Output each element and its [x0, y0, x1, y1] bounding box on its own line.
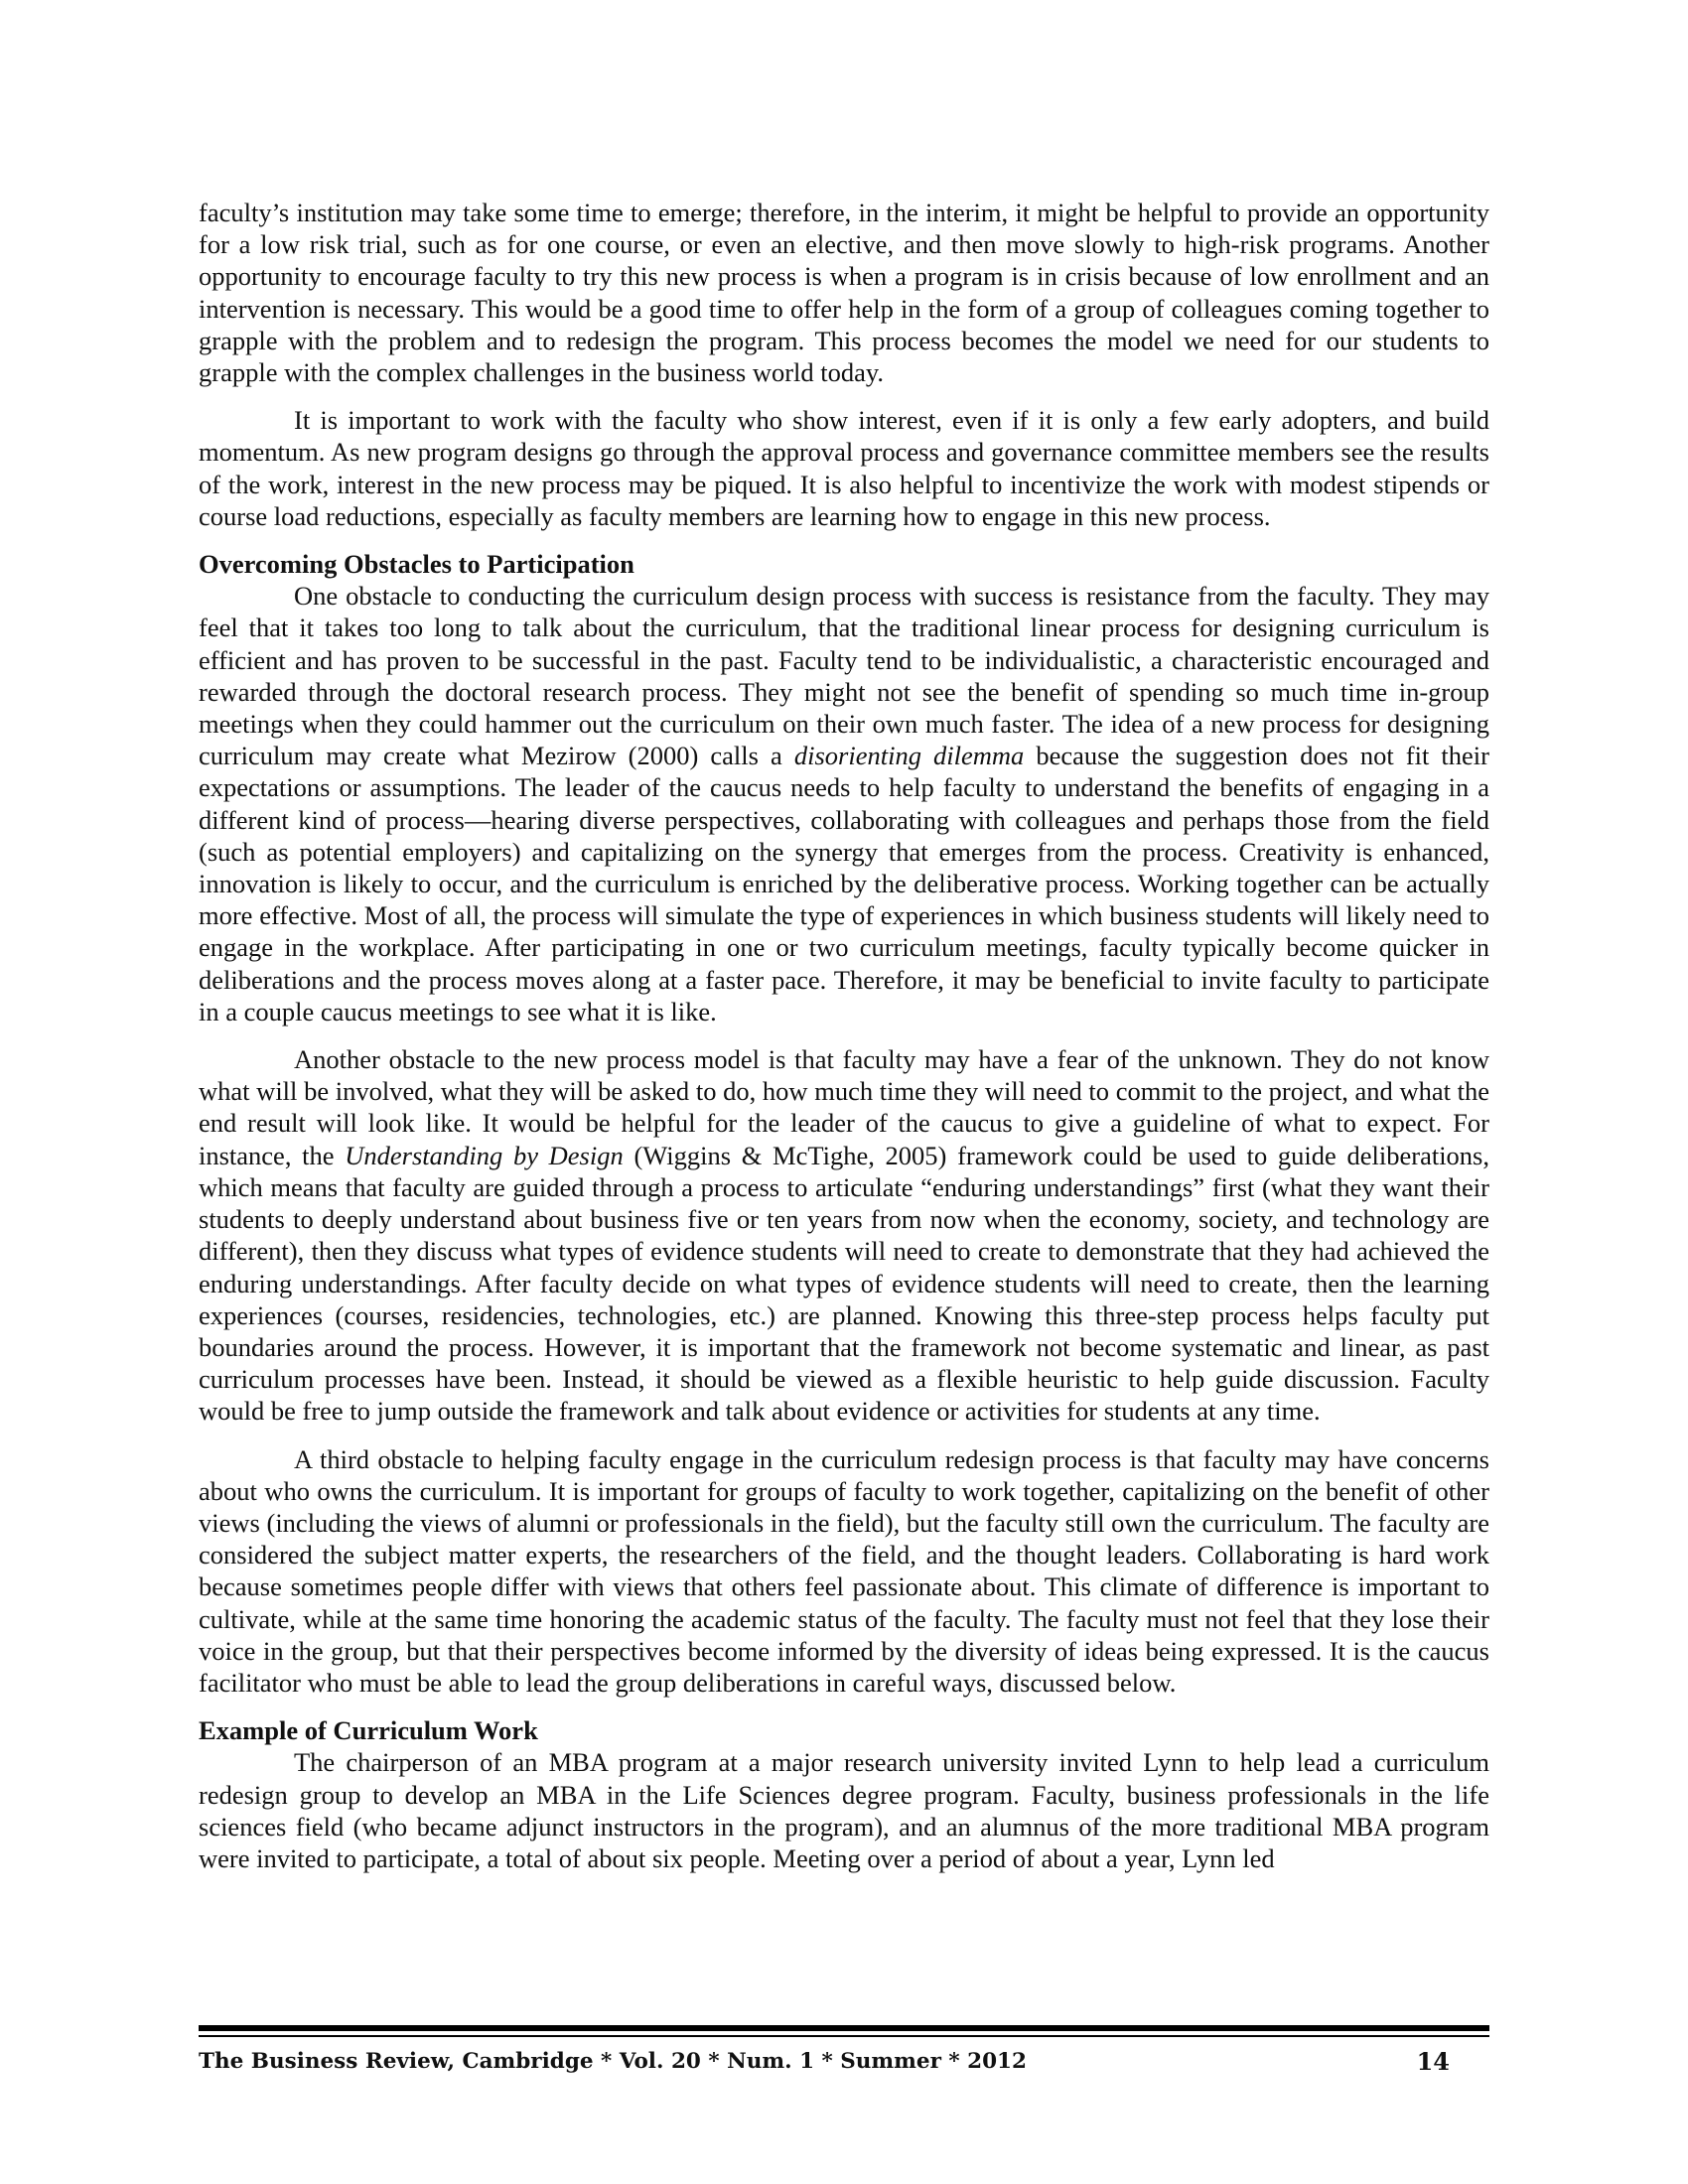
paragraph-3-text-b: because the suggestion does not fit their expectations or assumptions. The leader of the caucus needs to help faculty to understand the benefits of engaging in a different kind of process—hearing diverse perspectives, collaborating with colleagues and perhaps those from the field (such as potential employers) and capitalizing on the synergy that emerges from the process. Creativity is enhanced, innovation is likely to occur, and the curriculum is enriched by the deliberative process. Working together can be actually more effective. Most of all, the process will simulate the type of experiences in which business students will likely need to engage in the workplace. After participating in one or two curriculum meetings, faculty typically become quicker in deliberations and the process moves along at a faster pace. Therefore, it may be beneficial to invite faculty to participate in a couple caucus meetings to see what it is like.: [199, 741, 1489, 1026]
paragraph-1: faculty’s institution may take some time to emerge; therefore, in the interim, it might be helpful to provide an opportunity for a low risk trial, such as for one course, or even an elective, and then move slowly to high-risk programs. Another opportunity to encourage faculty to try this new process is when a program is in crisis because of low enrollment and an intervention is necessary. This would be a good time to offer help in the form of a group of colleagues coming together to grapple with the problem and to redesign the program. This process becomes the model we need for our students to grapple with the complex challenges in the business world today.: [199, 198, 1489, 388]
section-heading-obstacles: Overcoming Obstacles to Participation: [199, 549, 634, 580]
footer-rule-thick: [199, 2025, 1489, 2031]
paragraph-4-text-b: (Wiggins & McTighe, 2005) framework could be used to guide deliberations, which means that faculty are guided through a process to articulate “enduring understandings” first (what they want their students to deeply understand about business five or ten years from now when the economy, society, and technology are different), then they discuss what types of evidence students will need to create to demonstrate that they had achieved the enduring understandings. After faculty decide on what types of evidence students will need to create, then the learning experiences (courses, residencies, technologies, etc.) are planned. Knowing this three-step process helps faculty put boundaries around the process. However, it is important that the framework not become systematic and linear, as past curriculum processes have been. Instead, it should be viewed as a flexible heuristic to help guide discussion. Faculty would be free to jump outside the framework and talk about evidence or activities for students at any time.: [199, 1140, 1489, 1427]
page-number: 14: [1416, 2047, 1450, 2076]
paragraph-2: It is important to work with the faculty who show interest, even if it is only a few early adopters, and build momentum. As new program designs go through the approval process and governance committee members see the results of the work, interest in the new process may be piqued. It is also helpful to incentivize the work with modest stipends or course load reductions, especially as faculty members are learning how to engage in this new process.: [199, 405, 1489, 531]
page-footer: [199, 2047, 1450, 2076]
footer-rule-thin: [199, 2035, 1489, 2037]
journal-citation: The Business Review, Cambridge * Vol. 20 * Num. 1 * Summer * 2012: [199, 2049, 1027, 2074]
paragraph-3-emphasis: disorienting dilemma: [793, 741, 1025, 771]
paragraph-3-text-a: One obstacle to conducting the curriculum design process with success is resistance from the faculty. They may feel that it takes too long to talk about the curriculum, that the traditional linear process for designing curriculum is efficient and has proven to be successful in the past. Faculty tend to be individualistic, a characteristic encouraged and rewarded through the doctoral research process. They might not see the benefit of spending so much time in-group meetings when they could hammer out the curriculum on their own much faster. The idea of a new process for designing curriculum may create what Mezirow (2000) calls a: [199, 581, 1489, 771]
paragraph-4: [199, 1043, 1489, 1427]
paragraph-4-text-a: Another obstacle to the new process model is that faculty may have a fear of the unknown. They do not know what will be involved, what they will be asked to do, how much time they will need to commit to the project, and what the end result will look like. It would be helpful for the leader of the caucus to give a guideline of what to expect. For instance, the: [199, 1044, 1489, 1170]
paragraph-4-emphasis: Understanding by Design: [345, 1140, 624, 1170]
paragraph-6: The chairperson of an MBA program at a major research university invited Lynn to help lead a curriculum redesign group to develop an MBA in the Life Sciences degree program. Faculty, business professionals in the life sciences field (who became adjunct instructors in the program), and an alumnus of the more traditional MBA program were invited to participate, a total of about six people. Meeting over a period of about a year, Lynn led: [199, 1747, 1489, 1873]
paragraph-3: [199, 580, 1489, 1027]
paragraph-5: A third obstacle to helping faculty engage in the curriculum redesign process is that faculty may have concerns about who owns the curriculum. It is important for groups of faculty to work together, capitalizing on the benefit of other views (including the views of alumni or professionals in the field), but the faculty still own the curriculum. The faculty are considered the subject matter experts, the researchers of the field, and the thought leaders. Collaborating is hard work because sometimes people differ with views that others feel passionate about. This climate of difference is important to cultivate, while at the same time honoring the academic status of the faculty. The faculty must not feel that they lose their voice in the group, but that their perspectives become informed by the diversity of ideas being expressed. It is the caucus facilitator who must be able to lead the group deliberations in careful ways, discussed below.: [199, 1443, 1489, 1698]
article-body: [199, 197, 1489, 1874]
section-heading-example: Example of Curriculum Work: [199, 1715, 538, 1746]
